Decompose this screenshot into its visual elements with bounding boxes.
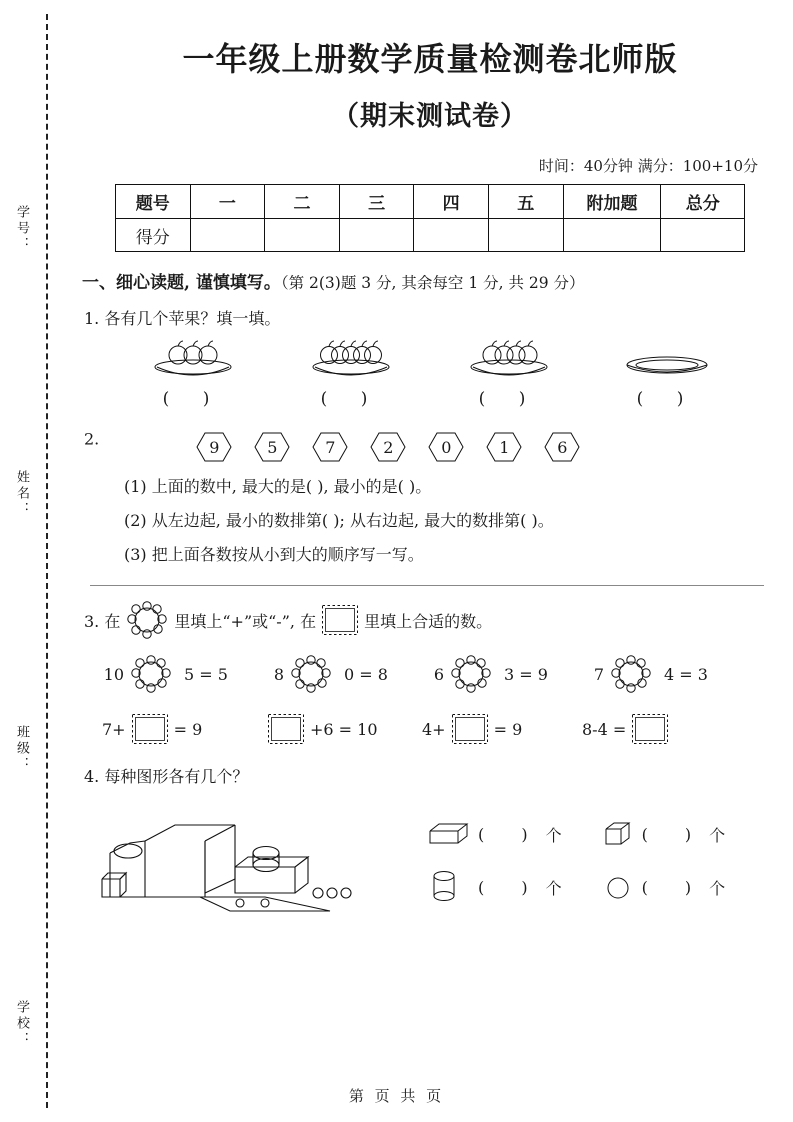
question-1-answer-2[interactable]: ( ) [320, 389, 382, 409]
number-token-6 [544, 431, 580, 463]
score-cell-bonus[interactable] [563, 219, 661, 252]
question-2-numbers [196, 431, 580, 463]
flower-blank-icon[interactable] [448, 654, 494, 694]
dotted-box-blank-icon[interactable] [320, 603, 360, 637]
number-token-0 [428, 431, 464, 463]
solid-shapes-composition-icon [80, 793, 400, 913]
number-token-5 [254, 431, 290, 463]
table-row-header [116, 185, 745, 219]
plate-with-5-apples-icon [296, 339, 406, 383]
flower-blank-icon[interactable] [608, 654, 654, 694]
question-3-part-a: 3. 在 [84, 611, 121, 631]
q3-right-4: 4 = 3 [664, 664, 708, 684]
number-value: 7 [325, 437, 336, 457]
score-col-5: 五 [488, 185, 563, 219]
section-1-note: （第 2(3)题 3 分, 其余每空 1 分, 共 29 分） [280, 274, 585, 292]
plate-with-3-apples-icon [138, 339, 248, 383]
q4-blank-3[interactable]: ( ) [478, 877, 544, 897]
cube-shape-icon [602, 819, 636, 849]
q3-item-7 [422, 712, 582, 746]
q4-answer-row-2 [426, 867, 725, 907]
q4-unit-2: 个 [709, 825, 726, 845]
question-1-answer-1[interactable]: ( ) [162, 389, 224, 409]
dotted-box-blank-icon[interactable] [630, 712, 670, 746]
plate-group-2 [276, 339, 426, 409]
plate-group-1 [118, 339, 268, 409]
question-2-sub-2[interactable]: (2) 从左边起, 最小的数排第( ); 从右边起, 最大的数排第( )。 [124, 511, 554, 530]
score-cell-1[interactable] [190, 219, 265, 252]
score-cell-3[interactable] [339, 219, 414, 252]
q3-item-2 [262, 654, 422, 694]
score-cell-4[interactable] [414, 219, 489, 252]
q3-left-3: 6 [433, 664, 444, 684]
q4-blank-1[interactable]: ( ) [478, 824, 544, 844]
q3-item-6 [262, 712, 422, 746]
q4-unit-3: 个 [545, 878, 562, 898]
number-value: 0 [441, 437, 452, 457]
flower-blank-icon[interactable] [288, 654, 334, 694]
question-2-sub-1[interactable]: (1) 上面的数中, 最大的是( ), 最小的是( )。 [124, 477, 432, 496]
q3-pre-7: 4+ [422, 719, 446, 739]
q3-right-3: 3 = 9 [504, 664, 548, 684]
field-name: 姓名： [14, 470, 29, 518]
question-2-sub-3[interactable]: (3) 把上面各数按从小到大的顺序写一写。 [124, 545, 424, 564]
section-divider [90, 585, 764, 586]
plate-with-4-apples-icon [454, 339, 564, 383]
number-value: 1 [499, 437, 510, 457]
number-token-9 [196, 431, 232, 463]
q3-pre-8: 8-4 = [582, 719, 627, 739]
plate-group-3 [434, 339, 584, 409]
question-4-answers [426, 793, 725, 925]
number-token-2 [370, 431, 406, 463]
question-4-area [80, 793, 780, 925]
section-1-title: 一、细心读题, 谨慎填写。 [82, 273, 281, 293]
page-footer: 第 页 共 页 [348, 1087, 445, 1105]
q3-post-7: = 9 [493, 719, 523, 739]
exam-meta: 时间：40分钟 满分：100+10分 [538, 157, 758, 175]
number-value: 5 [267, 437, 278, 457]
flower-blank-icon[interactable] [124, 600, 170, 640]
score-col-1: 一 [190, 185, 265, 219]
number-value: 6 [557, 437, 568, 457]
score-col-4: 四 [414, 185, 489, 219]
question-3-part-c: 里填上合适的数。 [364, 611, 493, 631]
score-cell-5[interactable] [488, 219, 563, 252]
cylinder-shape-icon [426, 867, 472, 907]
q3-item-3 [422, 654, 582, 694]
q4-answer-row-1 [426, 819, 725, 849]
question-3-row-2 [102, 712, 780, 746]
q3-item-5 [102, 712, 262, 746]
exam-content [80, 0, 780, 1122]
q3-item-8 [582, 712, 742, 746]
question-2-row [84, 417, 780, 463]
question-4-text: 4. 每种图形各有几个？ [84, 767, 249, 786]
q3-right-1: 5 = 5 [184, 664, 228, 684]
score-cell-total[interactable] [661, 219, 745, 252]
number-token-1 [486, 431, 522, 463]
question-3-part-b: 里填上“+”或“-”, 在 [174, 611, 317, 631]
page-subtitle: （期末测试卷） [332, 101, 528, 132]
sphere-shape-icon [602, 870, 636, 904]
question-1-answer-4[interactable]: ( ) [636, 389, 698, 409]
cuboid-shape-icon [426, 819, 472, 849]
q3-left-1: 10 [103, 664, 124, 684]
score-row-label-2: 得分 [116, 219, 191, 252]
number-value: 2 [383, 437, 394, 457]
number-value: 9 [209, 437, 220, 457]
question-1-text: 1. 各有几个苹果？填一填。 [84, 309, 281, 328]
question-1-answer-3[interactable]: ( ) [478, 389, 540, 409]
field-school: 学校： [14, 1000, 29, 1048]
q4-unit-1: 个 [545, 825, 562, 845]
score-col-2: 二 [265, 185, 340, 219]
question-3-text [84, 600, 780, 640]
q3-left-2: 8 [273, 664, 284, 684]
empty-plate-icon [612, 339, 722, 383]
plate-group-4 [592, 339, 742, 409]
q3-item-1 [102, 654, 262, 694]
dotted-box-blank-icon[interactable] [130, 712, 170, 746]
q3-item-4 [582, 654, 742, 694]
q4-unit-4: 个 [709, 878, 726, 898]
question-1-figures [114, 339, 746, 409]
q3-left-4: 7 [593, 664, 604, 684]
question-2-label: 2. [84, 429, 100, 449]
field-student-id: 学号： [14, 205, 29, 253]
q3-right-2: 0 = 8 [344, 664, 388, 684]
score-cell-2[interactable] [265, 219, 340, 252]
question-3-row-1 [102, 654, 780, 694]
flower-blank-icon[interactable] [128, 654, 174, 694]
binding-margin [0, 0, 62, 1122]
number-token-7 [312, 431, 348, 463]
score-col-total: 总分 [661, 185, 745, 219]
q4-blank-4[interactable]: ( ) [641, 877, 708, 897]
page-title: 一年级上册数学质量检测卷北师版 [182, 40, 678, 78]
dotted-box-blank-icon[interactable] [450, 712, 490, 746]
q3-post-6: +6 = 10 [310, 719, 378, 739]
score-col-3: 三 [339, 185, 414, 219]
table-row-scores [116, 219, 745, 252]
q3-pre-5: 7+ [102, 719, 126, 739]
dotted-box-blank-icon[interactable] [266, 712, 306, 746]
section-1-heading [82, 268, 780, 293]
score-row-label: 题号 [116, 185, 191, 219]
dashed-fold-line [46, 14, 48, 1108]
q3-post-5: = 9 [173, 719, 203, 739]
score-table [115, 184, 745, 252]
score-col-bonus: 附加题 [563, 185, 661, 219]
q4-blank-2[interactable]: ( ) [641, 824, 708, 844]
field-class: 班级： [14, 725, 29, 773]
